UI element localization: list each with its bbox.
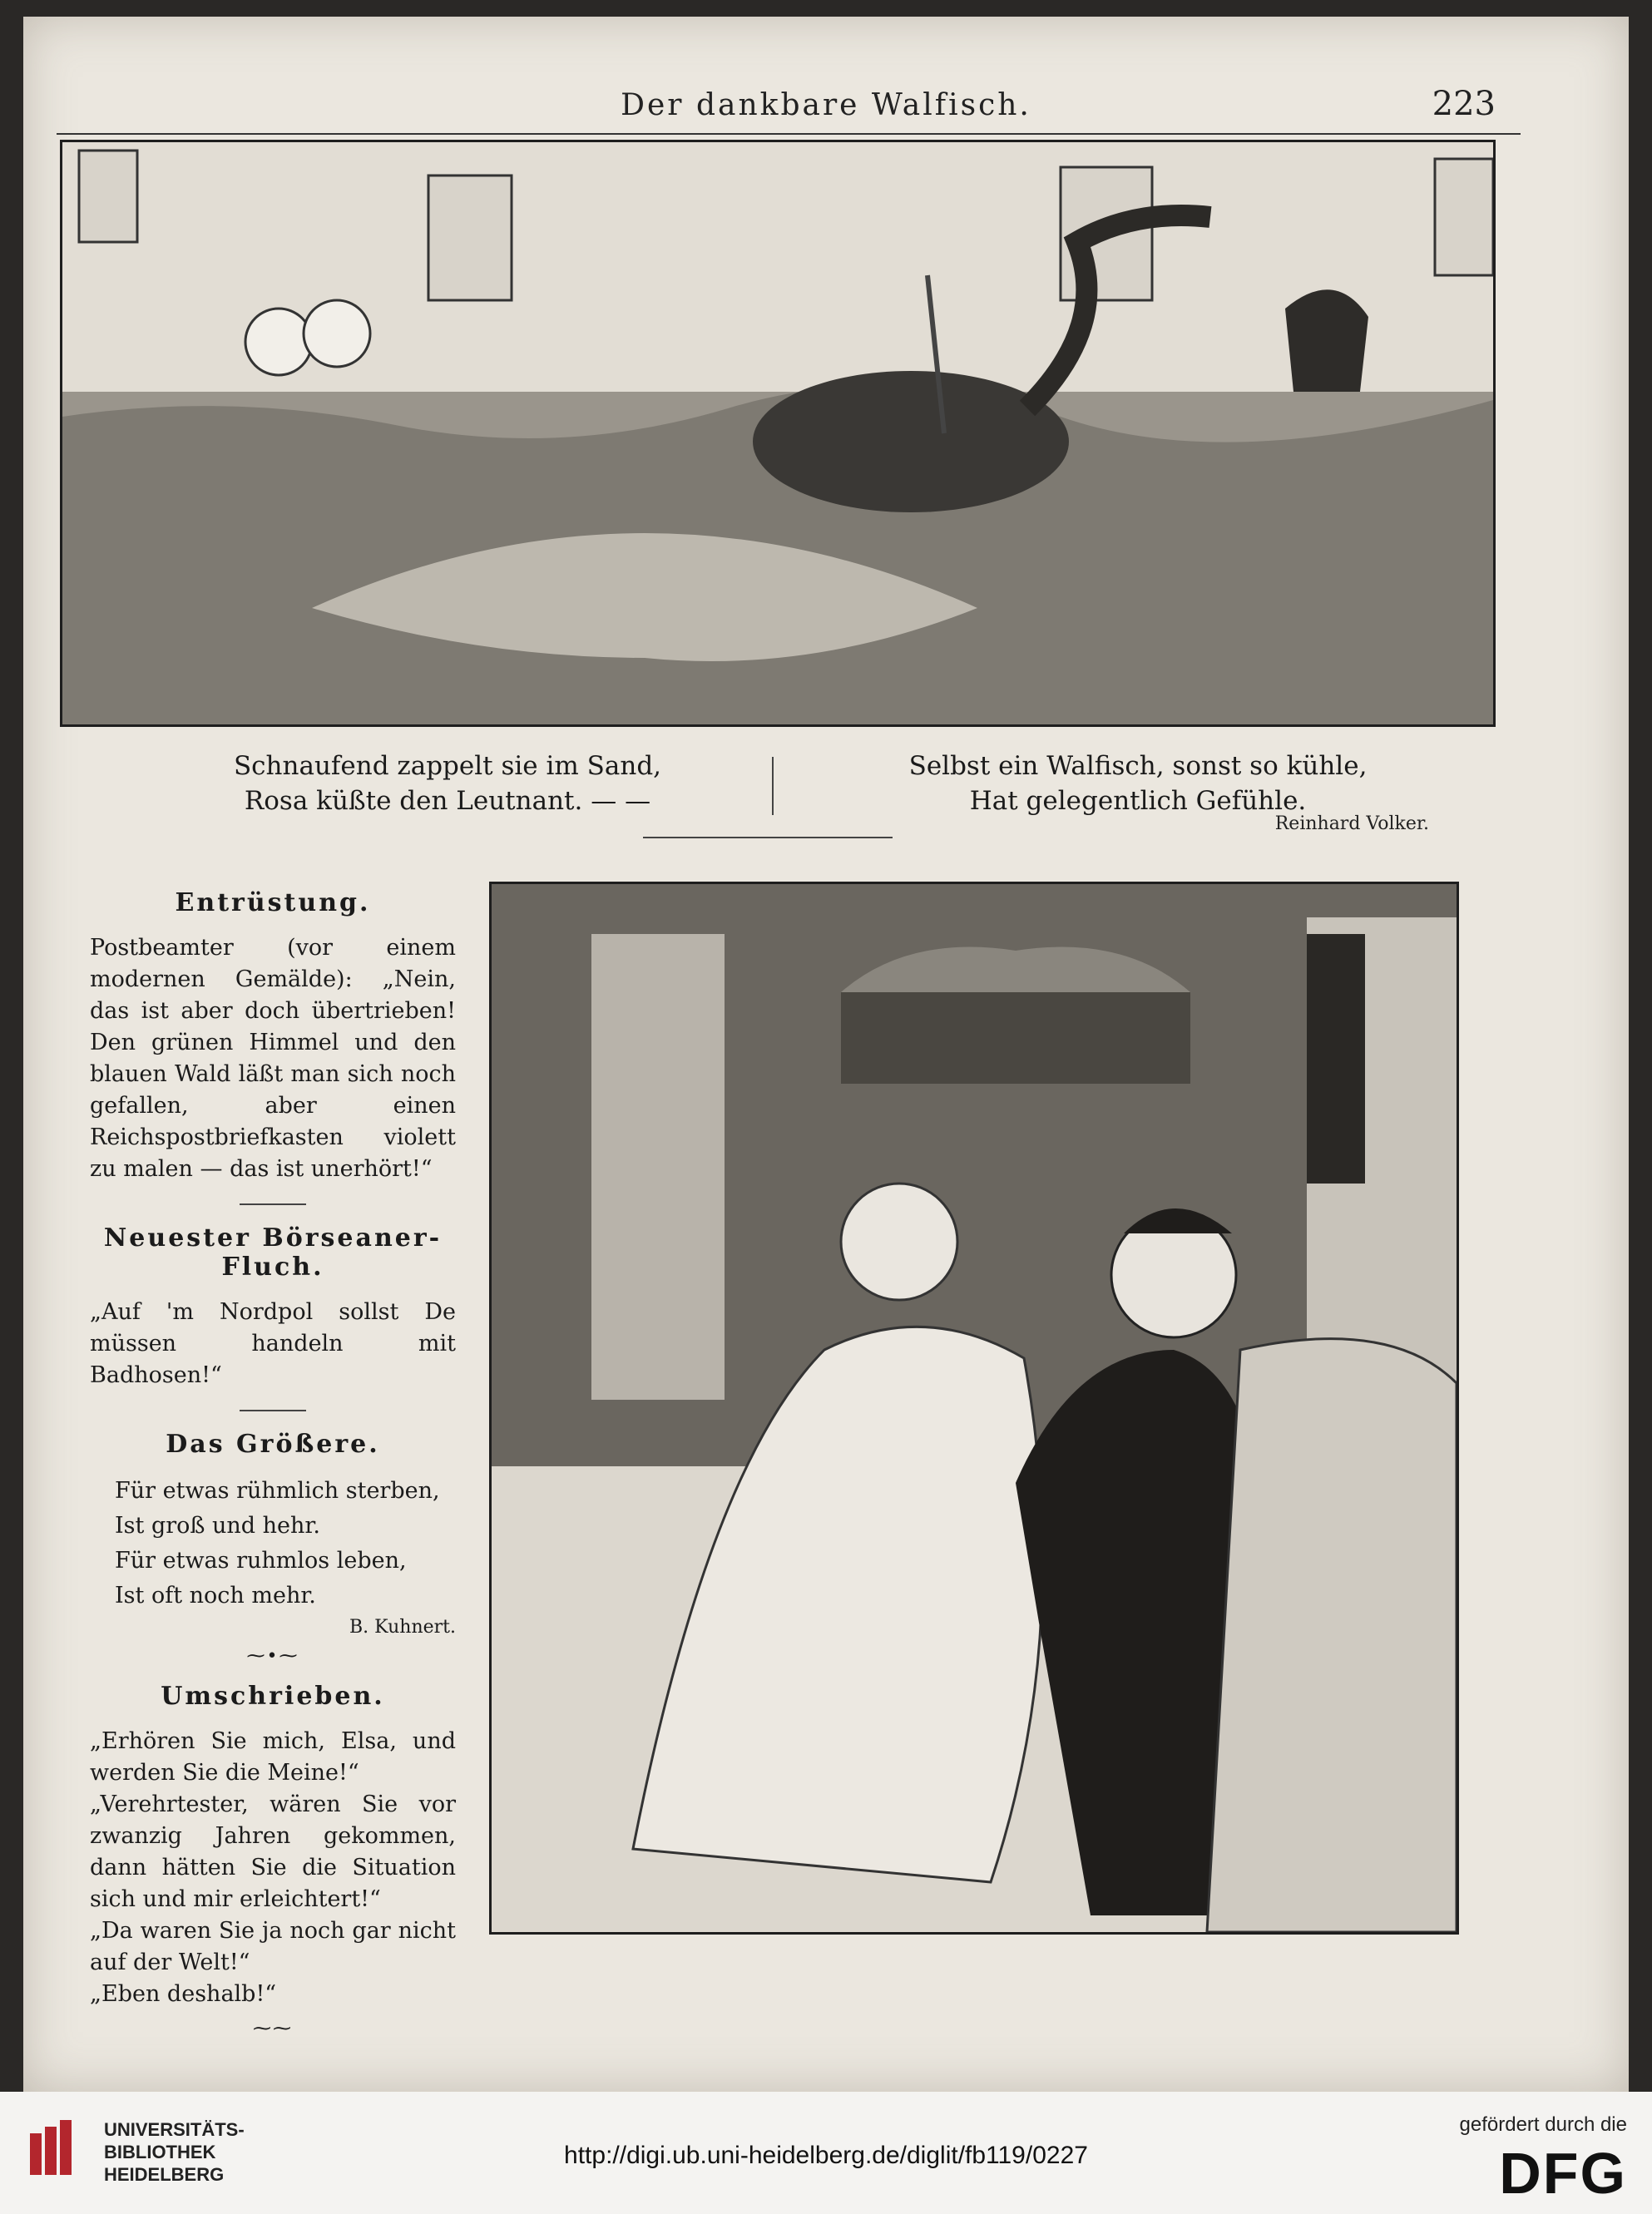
dialogue-line: „Da waren Sie ja noch gar nicht auf der Welt!“ [90, 1918, 456, 1975]
poem [90, 1474, 456, 1614]
section-text: „Auf 'm Nordpol sollst De müssen handeln mit Badhosen!“ [90, 1299, 456, 1388]
dialogue-line: „Verehrtester, wären Sie vor zwanzig Jahren gekommen, dann hätten Sie die Situation sich und mir erleichtert!“ [90, 1791, 456, 1912]
permalink[interactable]: http://digi.ub.uni-heidelberg.de/diglit/fb119/0227 [564, 2142, 1088, 2169]
section-rule [240, 1410, 306, 1411]
section-title: Das Größere. [166, 1430, 380, 1459]
poem-line: Ist groß und hehr. [115, 1513, 320, 1539]
section-title: Entrüstung. [175, 888, 371, 917]
scanned-page [23, 17, 1629, 2092]
dialogue-line: „Eben deshalb!“ [90, 1981, 277, 2007]
left-text-column [90, 873, 456, 2048]
caption-line: Rosa küßte den Leutnant. — — [244, 786, 651, 816]
library-name-line: BIBLIOTHEK [104, 2142, 216, 2162]
running-title: Der dankbare Walfisch. [621, 88, 1031, 122]
section-rule [240, 1203, 306, 1205]
page-number: 223 [1432, 85, 1496, 123]
caption-line: Hat gelegentlich Gefühle. [969, 786, 1307, 816]
caption-credit: Reinhard Volker. [1274, 813, 1429, 834]
poem-author: B. Kuhnert. [349, 1617, 456, 1638]
funding-note: gefördert durch die [1459, 2113, 1627, 2136]
poem-line: Für etwas ruhmlos leben, [115, 1548, 407, 1574]
dfg-logo[interactable]: DFG [1499, 2141, 1627, 2206]
viewer-footer [0, 2092, 1652, 2214]
section-title: Neuester Börseaner-Fluch. [103, 1223, 443, 1282]
caption-right [905, 749, 1371, 818]
caption-left [215, 749, 680, 818]
ornament-divider: ⁓⁓ [253, 2019, 293, 2039]
header-rule [57, 133, 1521, 135]
salon-couple-illustration [489, 882, 1459, 1935]
poem-line: Ist oft noch mehr. [115, 1583, 316, 1609]
caption-line: Schnaufend zappelt sie im Sand, [233, 751, 662, 781]
caption-divider [772, 757, 774, 815]
poem-line: Für etwas rühmlich sterben, [115, 1478, 440, 1504]
ornament-divider: ⁓•⁓ [246, 1646, 299, 1667]
section-title: Umschrieben. [161, 1682, 385, 1711]
dialogue-line: „Erhören Sie mich, Elsa, und werden Sie die Meine!“ [90, 1728, 456, 1786]
library-name-line: UNIVERSITÄTS- [104, 2119, 245, 2140]
library-name-line: HEIDELBERG [104, 2164, 225, 2185]
section-text: Postbeamter (vor einem modernen Gemälde): „Nein, das ist aber doch übertrieben! Den grünen Himmel und den blauen Wald läßt man sich noch gefallen, aber einen Reichspostbriefkasten violett zu malen — das ist unerhört!“ [90, 935, 456, 1182]
section-rule [643, 837, 893, 838]
whale-beach-illustration [60, 140, 1496, 727]
caption-line: Selbst ein Walfisch, sonst so kühle, [908, 751, 1368, 781]
